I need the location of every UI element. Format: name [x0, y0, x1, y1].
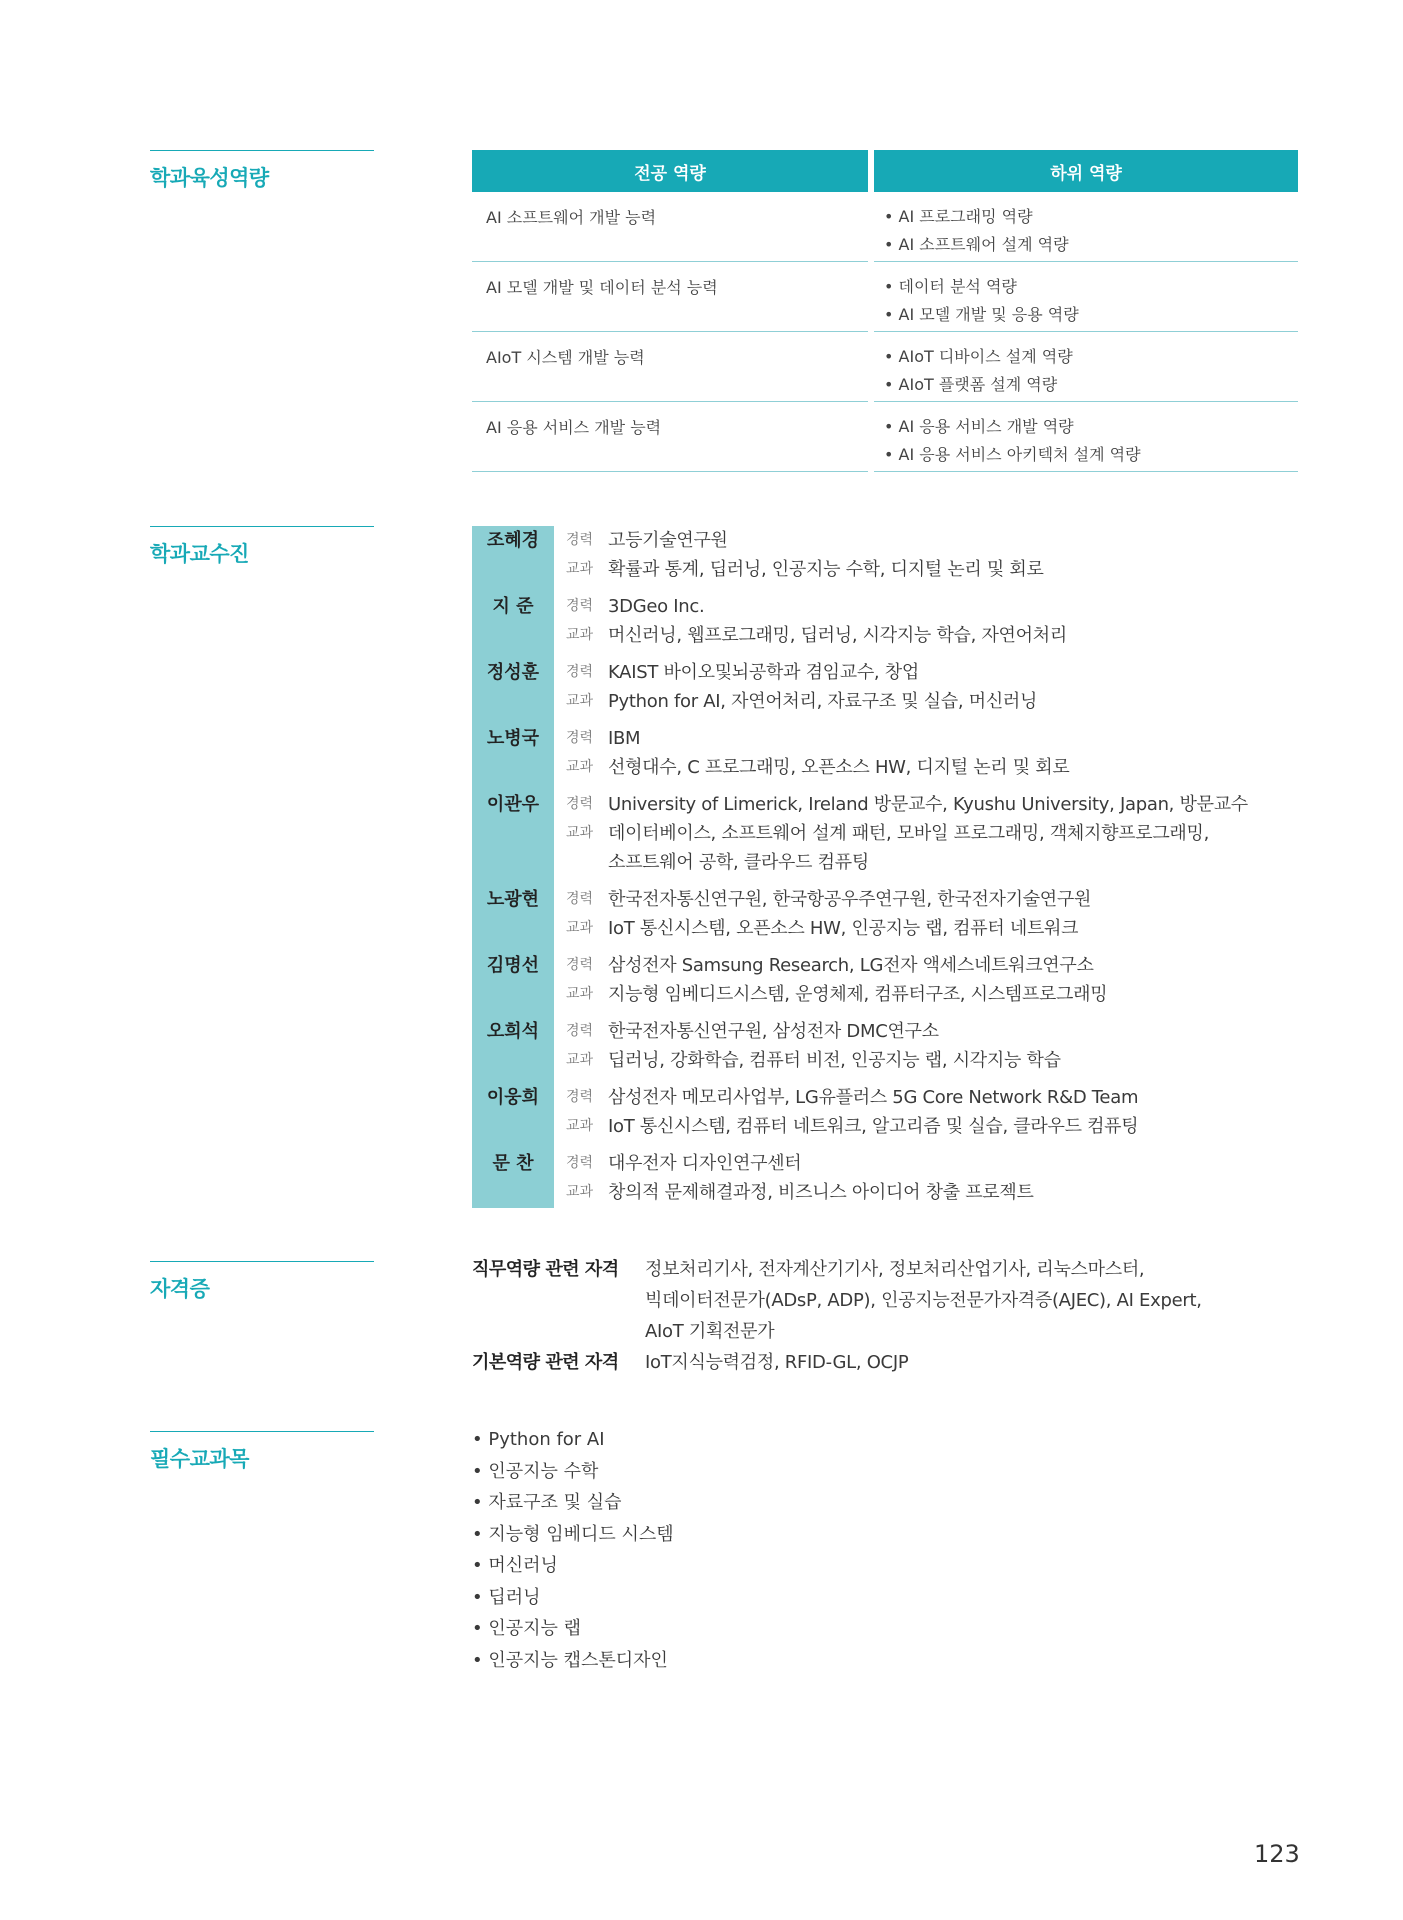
cert-line: 정보처리기사, 전자계산기기사, 정보처리산업기사, 리눅스마스터, — [645, 1259, 1145, 1280]
certificate-block — [472, 1254, 1312, 1378]
course-line-text: 창의적 문제해결과정, 비즈니스 아이디어 창출 프로젝트 — [608, 1182, 1034, 1203]
course-line-tag: 교과 — [566, 1052, 594, 1068]
career-line — [566, 790, 1302, 819]
section-title-required: 필수교과목 — [150, 1447, 249, 1471]
faculty-entry — [472, 724, 1302, 782]
faculty-details — [554, 526, 1302, 584]
basic-cert-lines — [645, 1347, 908, 1378]
faculty-name: 지 준 — [492, 596, 534, 617]
course-line-text: Python for AI, 자연어처리, 자료구조 및 실습, 머신러닝 — [608, 691, 1038, 712]
faculty-name: 이관우 — [486, 794, 540, 815]
course-line-text: 확률과 통계, 딥러닝, 인공지능 수학, 디지털 논리 및 회로 — [608, 559, 1044, 580]
career-line-tag: 경력 — [566, 1155, 594, 1171]
faculty-entry — [472, 951, 1302, 1009]
major-competency: AI 모델 개발 및 데이터 분석 능력 — [472, 262, 868, 332]
career-line-tag: 경력 — [566, 957, 594, 973]
faculty-list — [472, 526, 1302, 1215]
course-line-tag: 교과 — [566, 693, 594, 709]
course-line-text: 선형대수, C 프로그래밍, 오픈소스 HW, 디지털 논리 및 회로 — [608, 757, 1070, 778]
header-sub: 하위 역량 — [874, 150, 1298, 192]
faculty-details — [554, 885, 1302, 943]
list-item: • 인공지능 캡스톤디자인 — [472, 1645, 674, 1677]
career-line-text: 삼성전자 메모리사업부, LG유플러스 5G Core Network R&D Team — [608, 1087, 1139, 1108]
table-row — [472, 192, 1298, 262]
section-rule — [150, 1261, 374, 1262]
career-line — [566, 724, 1302, 753]
competency-table-header — [472, 150, 1298, 192]
faculty-name: 조혜경 — [486, 530, 540, 551]
career-line — [566, 1083, 1302, 1112]
faculty-details — [554, 1149, 1302, 1207]
section-title-certificate: 자격증 — [150, 1277, 210, 1301]
table-row — [472, 262, 1298, 332]
course-line-continued: 소프트웨어 공학, 클라우드 컴퓨팅 — [608, 852, 869, 873]
career-line — [566, 1149, 1302, 1178]
major-competency: AI 소프트웨어 개발 능력 — [472, 192, 868, 262]
list-item: • 딥러닝 — [472, 1582, 674, 1614]
section-rule — [150, 150, 374, 151]
cert-line: AIoT 기획전문가 — [645, 1321, 775, 1342]
sub-item: • AI 소프트웨어 설계 역량 — [884, 235, 1069, 254]
basic-cert-label: 기본역량 관련 자격 — [472, 1352, 619, 1373]
course-line-text: 데이터베이스, 소프트웨어 설계 패턴, 모바일 프로그래밍, 객체지향프로그래밍, — [608, 823, 1210, 844]
faculty-entry — [472, 526, 1302, 584]
faculty-details — [554, 592, 1302, 650]
sub-item: • AI 응용 서비스 개발 역량 — [884, 417, 1074, 436]
career-line-tag: 경력 — [566, 532, 594, 548]
faculty-entry — [472, 1017, 1302, 1075]
career-line-tag: 경력 — [566, 1023, 594, 1039]
course-line-text: 지능형 임베디드시스템, 운영체제, 컴퓨터구조, 시스템프로그래밍 — [608, 984, 1108, 1005]
course-line — [566, 621, 1302, 650]
list-item: • 인공지능 수학 — [472, 1456, 674, 1488]
basic-certificates — [472, 1347, 1312, 1378]
list-item: • 인공지능 랩 — [472, 1613, 674, 1645]
sub-competency — [874, 262, 1298, 332]
career-line-tag: 경력 — [566, 664, 594, 680]
table-row — [472, 402, 1298, 472]
career-line-tag: 경력 — [566, 796, 594, 812]
career-line — [566, 951, 1302, 980]
course-line-tag: 교과 — [566, 920, 594, 936]
course-line-text: 딥러닝, 강화학습, 컴퓨터 비전, 인공지능 랩, 시각지능 학습 — [608, 1050, 1061, 1071]
career-line-tag: 경력 — [566, 730, 594, 746]
section-title-faculty: 학과교수진 — [150, 542, 249, 566]
faculty-name: 문 찬 — [492, 1153, 534, 1174]
career-line — [566, 885, 1302, 914]
faculty-details — [554, 724, 1302, 782]
sub-item: • AIoT 디바이스 설계 역량 — [884, 347, 1073, 366]
course-line — [566, 555, 1302, 584]
page-number: 123 — [1254, 1840, 1300, 1868]
section-title-competency: 학과육성역량 — [150, 166, 269, 190]
career-line-text: University of Limerick, Ireland 방문교수, Kyushu University, Japan, 방문교수 — [608, 794, 1248, 815]
faculty-details — [554, 790, 1302, 877]
sub-item: • AI 응용 서비스 아키텍처 설계 역량 — [884, 445, 1141, 464]
job-certificates — [472, 1254, 1312, 1347]
sub-item: • 데이터 분석 역량 — [884, 277, 1017, 296]
course-line-text: IoT 통신시스템, 오픈소스 HW, 인공지능 랩, 컴퓨터 네트워크 — [608, 918, 1079, 939]
sub-item: • AI 모델 개발 및 응용 역량 — [884, 305, 1079, 324]
faculty-entry — [472, 658, 1302, 716]
career-line — [566, 1017, 1302, 1046]
course-line — [566, 1178, 1302, 1207]
course-line — [566, 914, 1302, 943]
course-line-tag: 교과 — [566, 759, 594, 775]
course-line — [566, 687, 1302, 716]
section-rule — [150, 526, 374, 527]
career-line-text: KAIST 바이오및뇌공학과 겸임교수, 창업 — [608, 662, 919, 683]
faculty-name: 노병국 — [486, 728, 540, 749]
sub-item: • AI 프로그래밍 역량 — [884, 207, 1033, 226]
major-competency: AI 응용 서비스 개발 능력 — [472, 402, 868, 472]
list-item: • Python for AI — [472, 1424, 674, 1456]
required-course-list — [472, 1424, 674, 1676]
career-line-tag: 경력 — [566, 1089, 594, 1105]
course-line — [566, 1046, 1302, 1075]
faculty-details — [554, 1083, 1302, 1141]
career-line-text: 대우전자 디자인연구센터 — [608, 1153, 802, 1174]
header-major: 전공 역량 — [472, 150, 868, 192]
course-line — [566, 1112, 1302, 1141]
course-line-tag: 교과 — [566, 825, 594, 841]
table-row — [472, 332, 1298, 402]
career-line-text: IBM — [608, 728, 641, 749]
course-line — [566, 819, 1302, 848]
faculty-details — [554, 658, 1302, 716]
sub-item: • AIoT 플랫폼 설계 역량 — [884, 375, 1058, 394]
competency-table — [472, 150, 1298, 472]
faculty-details — [554, 1017, 1302, 1075]
course-line-tag: 교과 — [566, 627, 594, 643]
career-line-tag: 경력 — [566, 891, 594, 907]
faculty-entry — [472, 885, 1302, 943]
list-item: • 머신러닝 — [472, 1550, 674, 1582]
faculty-entry — [472, 592, 1302, 650]
course-line-tag: 교과 — [566, 1118, 594, 1134]
list-item: • 지능형 임베디드 시스템 — [472, 1519, 674, 1551]
course-line — [566, 980, 1302, 1009]
course-line-text: IoT 통신시스템, 컴퓨터 네트워크, 알고리즘 및 실습, 클라우드 컴퓨팅 — [608, 1116, 1139, 1137]
career-line-text: 3DGeo Inc. — [608, 596, 705, 617]
faculty-details — [554, 951, 1302, 1009]
career-line-tag: 경력 — [566, 598, 594, 614]
career-line — [566, 526, 1302, 555]
cert-line: IoT지식능력검정, RFID-GL, OCJP — [645, 1352, 909, 1373]
faculty-name: 노광현 — [486, 889, 540, 910]
list-item: • 자료구조 및 실습 — [472, 1487, 674, 1519]
major-competency: AIoT 시스템 개발 능력 — [472, 332, 868, 402]
career-line-text: 한국전자통신연구원, 삼성전자 DMC연구소 — [608, 1021, 939, 1042]
cert-line: 빅데이터전문가(ADsP, ADP), 인공지능전문가자격증(AJEC), AI Expert, — [645, 1290, 1202, 1311]
faculty-name: 오희석 — [486, 1021, 540, 1042]
course-line-text: 머신러닝, 웹프로그래밍, 딥러닝, 시각지능 학습, 자연어처리 — [608, 625, 1067, 646]
faculty-name: 김명선 — [486, 955, 540, 976]
career-line — [566, 658, 1302, 687]
sub-competency — [874, 402, 1298, 472]
career-line — [566, 592, 1302, 621]
section-rule — [150, 1431, 374, 1432]
job-cert-lines — [645, 1254, 1202, 1347]
sub-competency — [874, 332, 1298, 402]
faculty-name: 정성훈 — [486, 662, 540, 683]
job-cert-label: 직무역량 관련 자격 — [472, 1259, 619, 1280]
faculty-entry — [472, 1083, 1302, 1141]
career-line-text: 삼성전자 Samsung Research, LG전자 액세스네트워크연구소 — [608, 955, 1094, 976]
faculty-name: 이웅희 — [486, 1087, 540, 1108]
faculty-entry — [472, 790, 1302, 877]
career-line-text: 고등기술연구원 — [608, 530, 728, 551]
faculty-entry — [472, 1149, 1302, 1207]
course-line-tag: 교과 — [566, 1184, 594, 1200]
course-line — [566, 753, 1302, 782]
course-line-tag: 교과 — [566, 561, 594, 577]
sub-competency — [874, 192, 1298, 262]
career-line-text: 한국전자통신연구원, 한국항공우주연구원, 한국전자기술연구원 — [608, 889, 1092, 910]
course-line-tag: 교과 — [566, 986, 594, 1002]
